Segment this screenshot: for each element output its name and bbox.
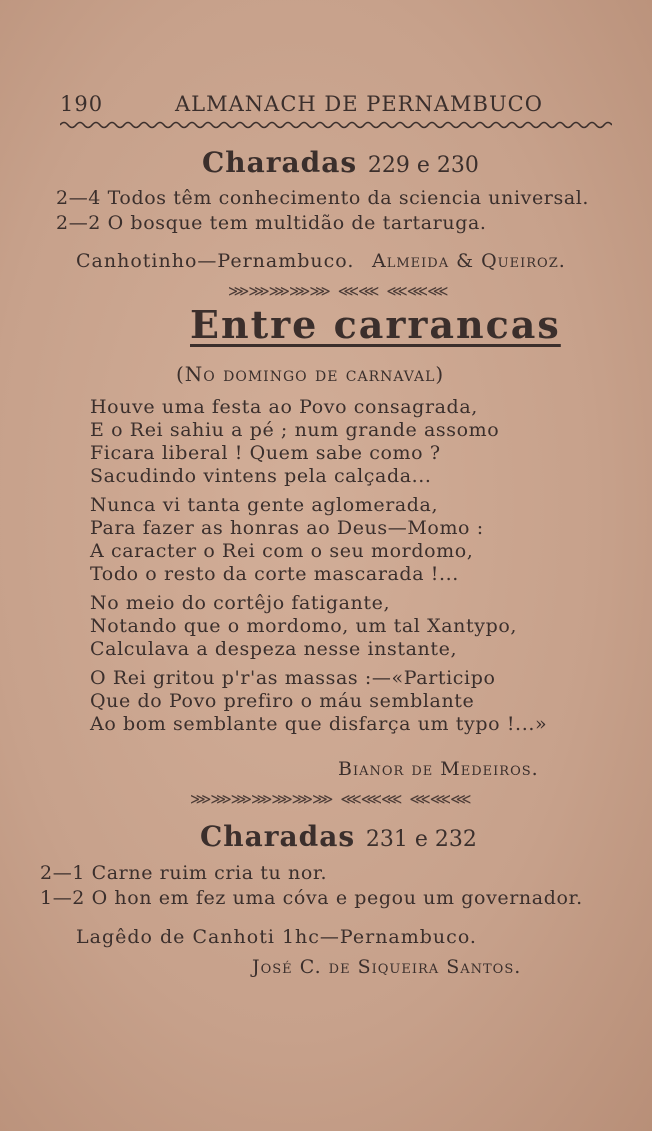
charadas-a-title xyxy=(202,146,479,179)
poem-line: Ao bom semblante que disfarça um typo !...» xyxy=(90,713,548,735)
poem-line: Houve uma festa ao Povo consagrada, xyxy=(90,396,478,418)
ornament-divider-2: ⋙⋙⋙⋙⋙⋙⋙ ⋘⋘⋘ ⋘⋘⋘ xyxy=(190,790,471,808)
poem-line: A caracter o Rei com o seu mordomo, xyxy=(90,540,474,562)
charadas-b-title-text: Charadas xyxy=(200,820,356,853)
poem-subtitle: (No domingo de carnaval) xyxy=(176,362,445,386)
charadas-b-numbers: 231 e 232 xyxy=(365,827,477,852)
poem-line: Todo o resto da corte mascarada !... xyxy=(90,563,459,585)
poem-line: E o Rei sahiu a pé ; num grande assomo xyxy=(90,419,500,441)
charada-b-line-2: 1—2 O hon em fez uma cóva e pegou um governador. xyxy=(40,887,583,909)
poem-title: Entre carrancas xyxy=(190,302,561,347)
poem-line: Ficara liberal ! Quem sabe como ? xyxy=(90,442,441,464)
charada-b-line-1: 2—1 Carne ruim cria tu nor. xyxy=(40,862,328,884)
poem-line: No meio do cortêjo fatigante, xyxy=(90,592,391,614)
charadas-a-title-text: Charadas xyxy=(202,146,358,179)
charadas-b-place: Lagêdo de Canhoti 1hc—Pernambuco. xyxy=(76,926,477,948)
poem-line: O Rei gritou p'r'as massas :—«Participo xyxy=(90,667,496,689)
charadas-a-author: Almeida & Queiroz. xyxy=(372,250,566,272)
ornament-divider-1: ⋙⋙⋙⋙⋙ ⋘⋘ ⋘⋘⋘ xyxy=(228,282,448,300)
poem-line: Calculava a despeza nesse instante, xyxy=(90,638,458,660)
poem-author: Bianor de Medeiros. xyxy=(338,758,539,780)
poem-line: Notando que o mordomo, um tal Xantypo, xyxy=(90,615,518,637)
charadas-b-title xyxy=(200,820,477,853)
poem-line: Que do Povo prefiro o máu semblante xyxy=(90,690,475,712)
charadas-b-author: José C. de Siqueira Santos. xyxy=(252,956,522,978)
wavy-rule xyxy=(60,118,612,132)
charada-a-line-1: 2—4 Todos têm conhecimento da sciencia universal. xyxy=(56,187,590,209)
poem-line: Para fazer as honras ao Deus—Momo : xyxy=(90,517,484,539)
poem-line: Sacudindo vintens pela calçada... xyxy=(90,465,432,487)
page-number: 190 xyxy=(60,92,104,116)
running-title: ALMANACH DE PERNAMBUCO xyxy=(175,92,543,116)
poem-line: Nunca vi tanta gente aglomerada, xyxy=(90,494,439,516)
charadas-a-place: Canhotinho—Pernambuco. xyxy=(76,250,355,272)
charada-a-line-2: 2—2 O bosque tem multidão de tartaruga. xyxy=(56,212,487,234)
charadas-a-numbers: 229 e 230 xyxy=(367,153,479,178)
